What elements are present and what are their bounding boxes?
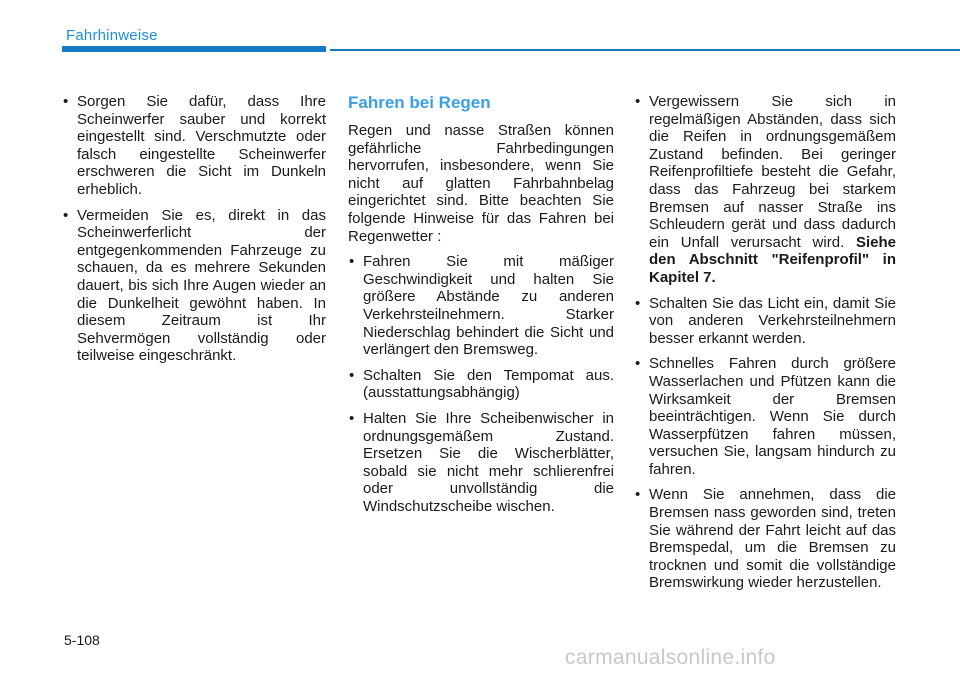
column-1-bullet-list	[62, 93, 326, 365]
column-2	[348, 93, 614, 523]
list-item: • Vermeiden Sie es, direkt in das Scheinwerferlicht der entgegenkommenden Fahrzeuge zu schauen, da es mehrere Sekunden dauert, bis sich Ihre Augen wieder an die Dunkelheit gewöhnt haben. In diesem Zeitraum ist Ihr Sehvermögen vollständig oder teilweise eingeschränkt.	[62, 207, 326, 365]
cross-reference: Siehe den Abschnitt "Reifenprofil" in Kapitel 7.	[649, 233, 896, 286]
column-1	[62, 93, 326, 373]
list-item: • Sorgen Sie dafür, dass Ihre Scheinwerfer sauber und korrekt eingestellt sind. Verschmutzte oder falsch eingestellte Scheinwerfer erschweren die Sicht im Dunkeln erheblich.	[62, 93, 326, 199]
column-3	[634, 93, 896, 600]
list-item: • Wenn Sie annehmen, dass die Bremsen nass geworden sind, treten Sie während der Fahrt leicht auf das Bremspedal, um die Bremsen zu trocknen und somit die vollständige Bremswirkung wieder herzustellen.	[634, 486, 896, 592]
list-item	[634, 93, 896, 287]
list-item: • Schalten Sie den Tempomat aus. (ausstattungsabhängig)	[348, 367, 614, 402]
watermark: carmanualsonline.info	[565, 646, 776, 669]
intro-paragraph: Regen und nasse Straßen können gefährliche Fahrbedingungen hervorrufen, insbesondere, wenn Sie nicht auf glatten Fahrbahnbelag eingerichtet sind. Bitte beachten Sie folgende Hinweise für das Fahren bei Regenwetter :	[348, 122, 614, 245]
list-item-text: Vergewissern Sie sich in regelmäßigen Abständen, dass sich die Reifen in ordnungsgemäßem Zustand befinden. Bei geringer Reifenprofiltiefe besteht die Gefahr, dass das Fahrzeug bei starkem Bremsen auf nasser Straße ins Schleudern gerät und dass dadurch ein Unfall verursacht wird.	[649, 93, 896, 251]
section-header-title: Fahrhinweise	[66, 27, 158, 44]
column-2-bullet-list	[348, 253, 614, 515]
column-3-bullet-list	[634, 93, 896, 592]
list-item: • Schalten Sie das Licht ein, damit Sie von anderen Verkehrsteilnehmern besser erkannt werden.	[634, 295, 896, 348]
section-title-rain: Fahren bei Regen	[348, 93, 491, 112]
page-number: 5-108	[64, 632, 100, 648]
list-item: • Schnelles Fahren durch größere Wasserlachen und Pfützen kann die Wirksamkeit der Bremsen beeinträchtigen. Wenn Sie durch Wasserpfützen fahren müssen, versuchen Sie, langsam hindurch zu fahren.	[634, 355, 896, 478]
header-rule-thin	[330, 49, 960, 51]
list-item: • Fahren Sie mit mäßiger Geschwindigkeit und halten Sie größere Abstände zu anderen Verkehrsteilnehmern. Starker Niederschlag behindert die Sicht und verlängert den Bremsweg.	[348, 253, 614, 359]
header-rule-thick	[62, 46, 326, 52]
list-item: • Halten Sie Ihre Scheibenwischer in ordnungsgemäßem Zustand. Ersetzen Sie die Wischerblätter, sobald sie nicht mehr schlierenfrei oder unvollständig die Windschutzscheibe wischen.	[348, 410, 614, 516]
